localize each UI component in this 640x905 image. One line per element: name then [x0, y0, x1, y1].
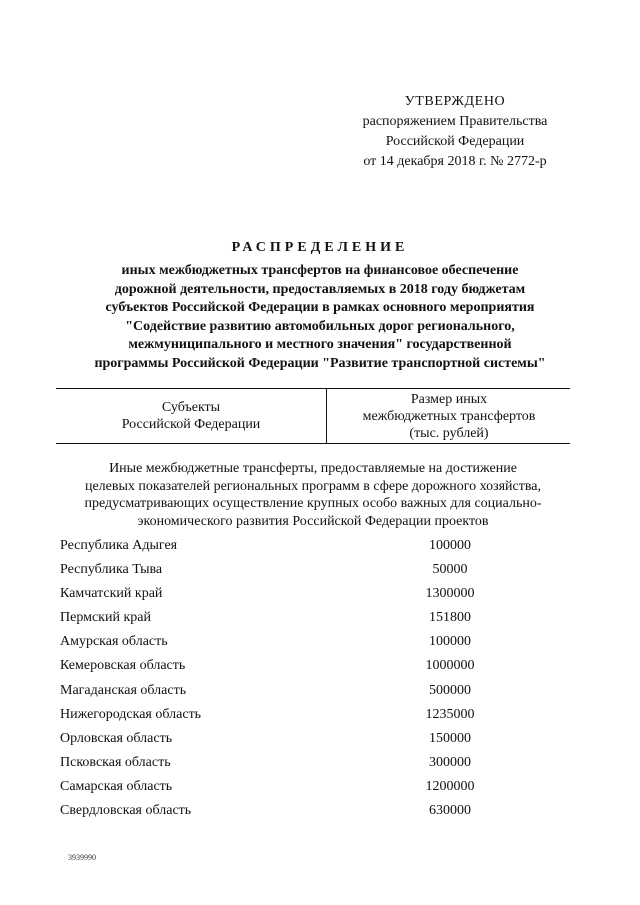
table-row [60, 632, 580, 656]
table-row [60, 584, 580, 608]
transfer-amount: 500000 [429, 682, 471, 698]
region-name: Свердловская область [60, 803, 192, 819]
region-name: Республика Адыгея [60, 538, 178, 553]
transfer-amount: 150000 [429, 730, 471, 746]
document-code: 3939990 [68, 853, 96, 862]
subtitle-line: программы Российской Федерации "Развитие транспортной системы" [94, 355, 546, 371]
header-amount-line: Размер иных [410, 391, 488, 407]
distribution-table [60, 536, 580, 825]
region-name: Самарская область [60, 778, 173, 794]
transfer-amount: 50000 [432, 562, 468, 578]
section-line: целевых показателей региональных программ в сфере дорожного хозяйства, [84, 478, 542, 494]
region-name: Кемеровская область [60, 658, 186, 674]
region-name: Камчатский край [60, 586, 163, 602]
region-name: Магаданская область [60, 682, 187, 698]
subtitle-line: дорожной деятельности, предоставляемых в 2018 году бюджетам [114, 281, 526, 297]
section-line: предусматривающих осуществление крупных особо важных для социально- [84, 496, 542, 511]
transfer-amount: 100000 [429, 538, 471, 553]
transfer-amount: 630000 [429, 803, 471, 819]
approval-line: Российской Федерации [385, 134, 525, 149]
header-amount-line: (тыс. рублей) [409, 425, 489, 441]
region-name: Пермский край [60, 610, 151, 626]
transfer-amount: 1235000 [425, 706, 475, 722]
region-name: Псковская область [60, 754, 171, 770]
section-line: экономического развития Российской Федерации проектов [137, 513, 489, 529]
region-name: Орловская область [60, 730, 173, 746]
table-row [60, 656, 580, 680]
region-name: Республика Тыва [60, 562, 163, 578]
transfer-amount: 151800 [429, 610, 471, 626]
header-subjects-line: Российской Федерации [121, 417, 261, 432]
header-amount [326, 389, 571, 443]
transfer-amount: 100000 [429, 634, 471, 650]
header-amount-line: межбюджетных трансфертов [362, 408, 536, 424]
table-row [60, 801, 580, 825]
table-row [60, 560, 580, 584]
table-row [60, 753, 580, 777]
approval-line: распоряжением Правительства [362, 114, 548, 129]
subtitle-line: иных межбюджетных трансфертов на финансовое обеспечение [121, 263, 519, 278]
section-line: Иные межбюджетные трансферты, предоставляемые на достижение [109, 461, 517, 476]
table-row [60, 705, 580, 729]
header-subjects [56, 389, 326, 443]
transfer-amount: 1300000 [425, 586, 475, 602]
header-subjects-line: Субъекты [161, 400, 221, 415]
table-row [60, 536, 580, 560]
table-header [56, 388, 570, 444]
approval-stamp: УТВЕРЖДЕНО [404, 94, 506, 109]
table-row [60, 681, 580, 705]
region-name: Нижегородская область [60, 706, 202, 722]
table-row [60, 777, 580, 801]
region-name: Амурская область [60, 634, 168, 650]
section-heading [56, 460, 570, 530]
document-subtitle [60, 262, 580, 374]
document-title: РАСПРЕДЕЛЕНИЕ [231, 240, 409, 255]
transfer-amount: 1000000 [425, 658, 475, 674]
approval-block [330, 92, 580, 172]
table-row [60, 729, 580, 753]
subtitle-line: субъектов Российской Федерации в рамках основного мероприятия [105, 300, 535, 316]
subtitle-line: "Содействие развитию автомобильных дорог регионального, [125, 318, 515, 334]
approval-date-number: от 14 декабря 2018 г. № 2772-р [363, 154, 547, 169]
transfer-amount: 300000 [429, 754, 471, 770]
transfer-amount: 1200000 [425, 778, 475, 794]
subtitle-line: межмуниципального и местного значения" государственной [128, 337, 512, 353]
table-row [60, 608, 580, 632]
